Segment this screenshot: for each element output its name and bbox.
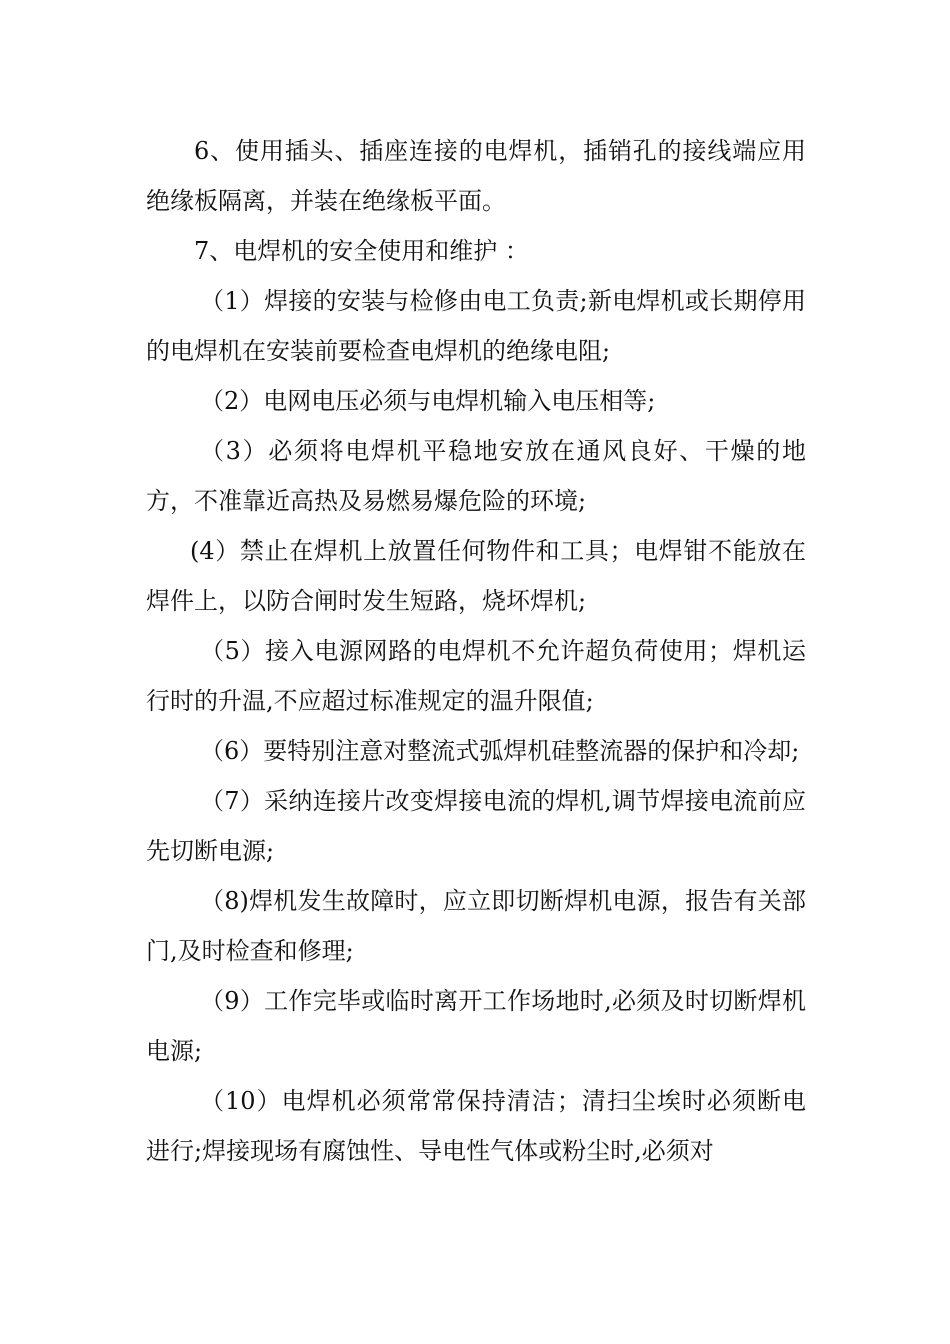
paragraph-7-heading: 7、电焊机的安全使用和维护 ： (194, 237, 529, 265)
paragraph-7-2: （2）电网电压必须与电焊机输入电压相等; (200, 387, 656, 415)
paragraph-7-9: （9）工作完毕或临时离开工作场地时,必须及时切断焊机电源; (146, 987, 806, 1065)
paragraph-7-5: （5）接入电源网路的电焊机不允许超负荷使用；焊机运行时的升温,不应超过标准规定的温升限值; (146, 637, 806, 715)
paragraph-7-4: (4）禁止在焊机上放置任何物件和工具；电焊钳不能放在焊件上，以防合闸时发生短路，烧坏焊机; (146, 537, 806, 615)
paragraph-7-6: （6）要特别注意对整流式弧焊机硅整流器的保护和冷却; (200, 737, 800, 765)
paragraph-7-7: （7）采纳连接片改变焊接电流的焊机,调节焊接电流前应先切断电源; (146, 787, 806, 865)
document-body (146, 126, 806, 1176)
paragraph-6: 6、使用插头、插座连接的电焊机，插销孔的接线端应用绝缘板隔离，并装在绝缘板平面。 (146, 137, 806, 215)
paragraph-7-8: （8)焊机发生故障时，应立即切断焊机电源，报告有关部门,及时检查和修理; (146, 887, 806, 965)
paragraph-7-10: （10）电焊机必须常常保持清洁；清扫尘埃时必须断电进行;焊接现场有腐蚀性、导电性气体或粉尘时,必须对 (146, 1087, 806, 1165)
paragraph-7-3: （3）必须将电焊机平稳地安放在通风良好、干燥的地方，不准靠近高热及易燃易爆危险的环境; (146, 437, 806, 515)
paragraph-7-1: （1）焊接的安装与检修由电工负责;新电焊机或长期停用的电焊机在安装前要检查电焊机的绝缘电阻; (146, 287, 806, 365)
